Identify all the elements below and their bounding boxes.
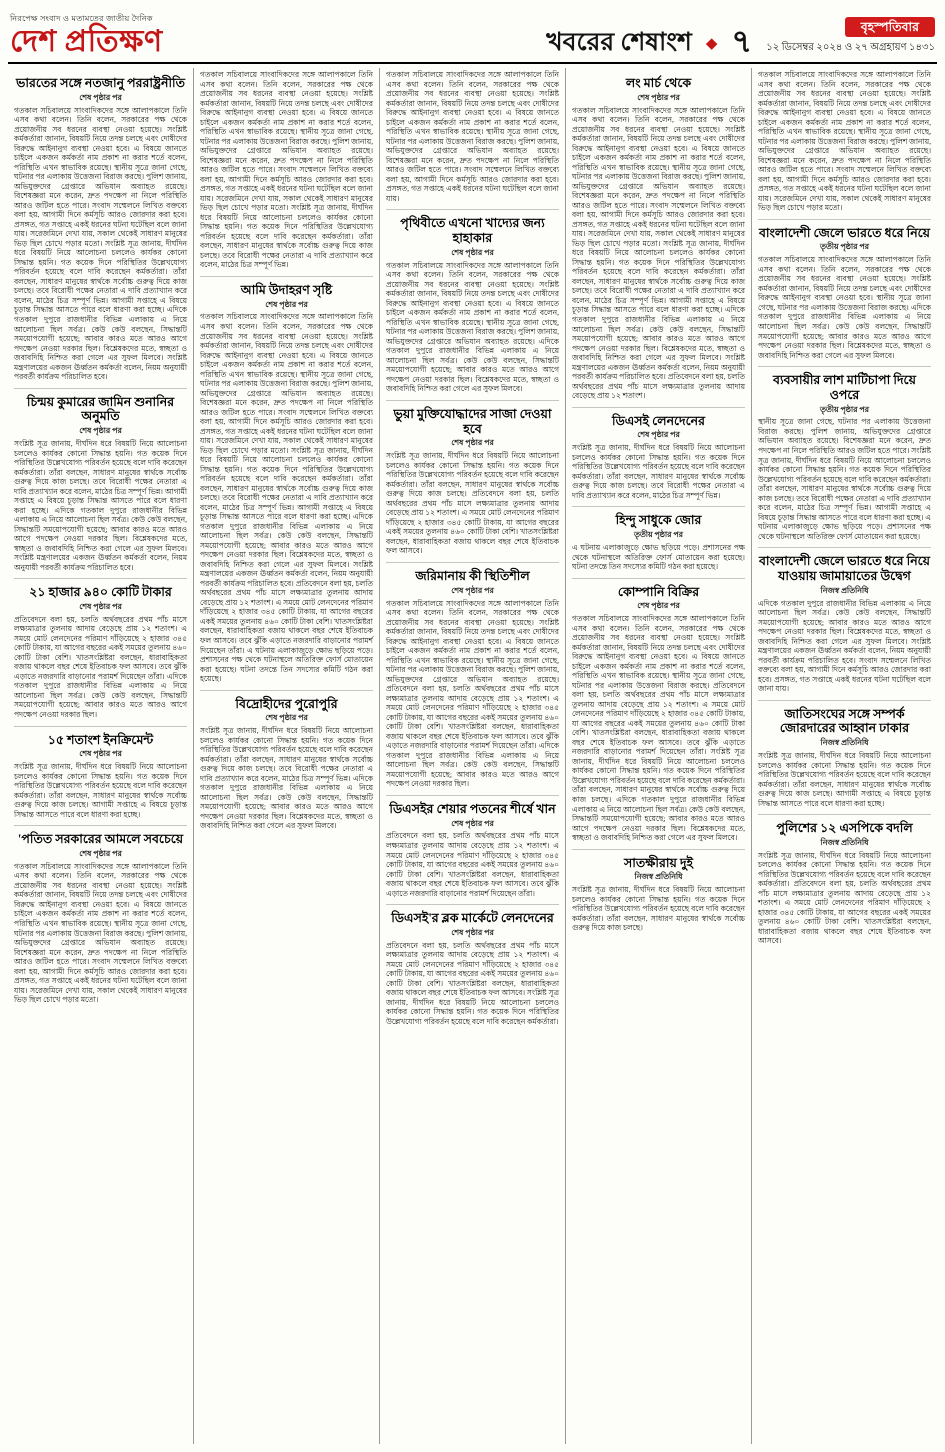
continuation-note: নিজস্ব প্রতিনিধি — [820, 738, 869, 748]
continuation-note: শেষ পৃষ্ঠার পর — [451, 247, 494, 257]
body-text: সংশ্লিষ্ট সূত্র জানায়, দীর্ঘদিন ধরে বিষয়টি নিয়ে আলোচনা চললেও কার্যকর কোনো সিদ্ধান্ত হয়নি। গত কয়েক দিনে পরিস্থিতির উল্লেখযোগ্য পরিবর্তন হয়েছে বলে দাবি করেছেন কর্মকর্তারা। তাঁরা বলছেন, সাধারণ মানুষের স্বার্থকে সর্বোচ্চ গুরুত্ব দিয়ে কাজ চলছে। আগামী সপ্তাহে এ বিষয়ে চূড়ান্ত সিদ্ধান্ত আসতে পারে বলে ধারণা করা হচ্ছে। — [14, 762, 187, 819]
body-text: প্রতিবেদনে বলা হয়, চলতি অর্থবছরের প্রথম পাঁচ মাসে লক্ষ্যমাত্রার তুলনায় আদায় বেড়েছে প্রায় ১২ শতাংশ। এ সময়ে মোট লেনদেনের পরিমাণ দাঁড়িয়েছে ২ হাজার ৩৪৫ কোটি টাকায়, যা আগের বছরের একই সময়ের তুলনায় ৪৬০ কোটি টাকা বেশি। খাতসংশ্লিষ্টরা বলছেন, ধারাবাহিকতা বজায় থাকলে বছর শেষে ইতিবাচক ফল আসবে। সংশ্লিষ্ট সূত্র জানায়, দীর্ঘদিন ধরে বিষয়টি নিয়ে আলোচনা চললেও কার্যকর কোনো সিদ্ধান্ত হয়নি। গত কয়েক দিনে পরিস্থিতির উল্লেখযোগ্য পরিবর্তন হয়েছে বলে দাবি করেছেন কর্মকর্তারা। — [386, 940, 559, 1026]
masthead — [10, 13, 163, 57]
body-text: সংশ্লিষ্ট সূত্র জানায়, দীর্ঘদিন ধরে বিষয়টি নিয়ে আলোচনা চললেও কার্যকর কোনো সিদ্ধান্ত হয়নি। গত কয়েক দিনে পরিস্থিতির উল্লেখযোগ্য পরিবর্তন হয়েছে বলে দাবি করেছেন কর্মকর্তারা। তাঁরা বলছেন, সাধারণ মানুষের স্বার্থকে সর্বোচ্চ গুরুত্ব দিয়ে কাজ চলছে। — [572, 885, 745, 933]
ornament-icon: ◆ — [705, 36, 718, 52]
body-text: সংশ্লিষ্ট সূত্র জানায়, দীর্ঘদিন ধরে বিষয়টি নিয়ে আলোচনা চললেও কার্যকর কোনো সিদ্ধান্ত হয়নি। গত কয়েক দিনে পরিস্থিতির উল্লেখযোগ্য পরিবর্তন হয়েছে বলে দাবি করেছেন কর্মকর্তারা। তাঁরা বলছেন, সাধারণ মানুষের স্বার্থকে সর্বোচ্চ গুরুত্ব দিয়ে কাজ চলছে। তবে বিরোধী পক্ষের নেতারা এ দাবি প্রত্যাখ্যান করে বলেন, মাঠের চিত্র সম্পূর্ণ ভিন্ন। আগামী সপ্তাহে এ বিষয়ে চূড়ান্ত সিদ্ধান্ত আসতে পারে বলে ধারণা করা হচ্ছে। এদিকে গতকাল দুপুরে রাজধানীর বিভিন্ন এলাকায় এ নিয়ে আলোচনা ছিল সর্বত্র। কেউ কেউ বলছেন, সিদ্ধান্তটি সময়োপযোগী হয়েছে; আবার কারও মতে আরও আগে পদক্ষেপ নেওয়া দরকার ছিল। বিশ্লেষকদের মতে, স্বচ্ছতা ও জবাবদিহি নিশ্চিত করা গেলে এর সুফল মিলবে। সংশ্লিষ্ট মন্ত্রণালয়ের একজন ঊর্ধ্বতন কর্মকর্তা বলেন, নিয়ম অনুযায়ী পরবর্তী কার্যক্রম পরিচালিত হবে। — [14, 438, 187, 572]
article-headline: পুলিশের ১২ এসপিকে বদলি — [758, 814, 931, 836]
body-text: সংশ্লিষ্ট সূত্র জানায়, দীর্ঘদিন ধরে বিষয়টি নিয়ে আলোচনা চললেও কার্যকর কোনো সিদ্ধান্ত হয়নি। গত কয়েক দিনে পরিস্থিতির উল্লেখযোগ্য পরিবর্তন হয়েছে বলে দাবি করেছেন কর্মকর্তারা। তাঁরা বলছেন, সাধারণ মানুষের স্বার্থকে সর্বোচ্চ গুরুত্ব দিয়ে কাজ চলছে। তবে বিরোধী পক্ষের নেতারা এ দাবি প্রত্যাখ্যান করে বলেন, মাঠের চিত্র সম্পূর্ণ ভিন্ন। — [572, 443, 745, 500]
column-1 — [8, 68, 194, 1444]
continuation-note: শেষ পৃষ্ঠার পর — [265, 299, 308, 309]
body-text: সংশ্লিষ্ট সূত্র জানায়, দীর্ঘদিন ধরে বিষয়টি নিয়ে আলোচনা চললেও কার্যকর কোনো সিদ্ধান্ত হয়নি। গত কয়েক দিনে পরিস্থিতির উল্লেখযোগ্য পরিবর্তন হয়েছে বলে দাবি করেছেন কর্মকর্তারা। প্রতিবেদনে বলা হয়, চলতি অর্থবছরের প্রথম পাঁচ মাসে লক্ষ্যমাত্রার তুলনায় আদায় বেড়েছে প্রায় ১২ শতাংশ। এ সময়ে মোট লেনদেনের পরিমাণ দাঁড়িয়েছে ২ হাজার ৩৪৫ কোটি টাকায়, যা আগের বছরের একই সময়ের তুলনায় ৪৬০ কোটি টাকা বেশি। খাতসংশ্লিষ্টরা বলছেন, ধারাবাহিকতা বজায় থাকলে বছর শেষে ইতিবাচক ফল আসবে। — [758, 850, 931, 946]
column-2 — [194, 68, 380, 1444]
body-text: সংশ্লিষ্ট সূত্র জানায়, দীর্ঘদিন ধরে বিষয়টি নিয়ে আলোচনা চললেও কার্যকর কোনো সিদ্ধান্ত হয়নি। গত কয়েক দিনে পরিস্থিতির উল্লেখযোগ্য পরিবর্তন হয়েছে বলে দাবি করেছেন কর্মকর্তারা। তাঁরা বলছেন, সাধারণ মানুষের স্বার্থকে সর্বোচ্চ গুরুত্ব দিয়ে কাজ চলছে। প্রতিবেদনে বলা হয়, চলতি অর্থবছরের প্রথম পাঁচ মাসে লক্ষ্যমাত্রার তুলনায় আদায় বেড়েছে প্রায় ১২ শতাংশ। এ সময়ে মোট লেনদেনের পরিমাণ দাঁড়িয়েছে ২ হাজার ৩৪৫ কোটি টাকায়, যা আগের বছরের একই সময়ের তুলনায় ৪৬০ কোটি টাকা বেশি। খাতসংশ্লিষ্টরা বলছেন, ধারাবাহিকতা বজায় থাকলে বছর শেষে ইতিবাচক ফল আসবে। — [386, 451, 559, 556]
column-4 — [566, 68, 752, 1444]
page-number: ৭ — [731, 23, 753, 59]
article-headline: হিন্দু সাধুকে জোর — [572, 506, 745, 528]
continuation-note: নিজস্ব প্রতিনিধি — [634, 872, 683, 882]
continuation-note: শেষ পৃষ্ঠার পর — [79, 601, 122, 611]
body-text: গতকাল সচিবালয়ে সাংবাদিকদের সঙ্গে আলাপকালে তিনি এসব কথা বলেন। তিনি বলেন, সরকারের পক্ষ থেকে প্রয়োজনীয় সব ধরনের ব্যবস্থা নেওয়া হয়েছে। সংশ্লিষ্ট কর্মকর্তারা জানান, বিষয়টি নিয়ে তদন্ত চলছে এবং দোষীদের বিরুদ্ধে আইনানুগ ব্যবস্থা নেওয়া হবে। স্থানীয় সূত্রে জানা গেছে, ঘটনার পর এলাকায় উত্তেজনা বিরাজ করছে। এদিকে গতকাল দুপুরে রাজধানীর বিভিন্ন এলাকায় এ নিয়ে আলোচনা ছিল সর্বত্র। কেউ কেউ বলছেন, সিদ্ধান্তটি সময়োপযোগী হয়েছে; আবার কারও মতে আরও আগে পদক্ষেপ নেওয়া দরকার ছিল। বিশ্লেষকদের মতে, স্বচ্ছতা ও জবাবদিহি নিশ্চিত করা গেলে এর সুফল মিলবে। — [758, 255, 931, 360]
continuation-note: শেষ পৃষ্ঠার পর — [265, 713, 308, 723]
body-text: সংশ্লিষ্ট সূত্র জানায়, দীর্ঘদিন ধরে বিষয়টি নিয়ে আলোচনা চললেও কার্যকর কোনো সিদ্ধান্ত হয়নি। গত কয়েক দিনে পরিস্থিতির উল্লেখযোগ্য পরিবর্তন হয়েছে বলে দাবি করেছেন কর্মকর্তারা। তাঁরা বলছেন, সাধারণ মানুষের স্বার্থকে সর্বোচ্চ গুরুত্ব দিয়ে কাজ চলছে। তবে বিরোধী পক্ষের নেতারা এ দাবি প্রত্যাখ্যান করে বলেন, মাঠের চিত্র সম্পূর্ণ ভিন্ন। এদিকে গতকাল দুপুরে রাজধানীর বিভিন্ন এলাকায় এ নিয়ে আলোচনা ছিল সর্বত্র। কেউ কেউ বলছেন, সিদ্ধান্তটি সময়োপযোগী হয়েছে; আবার কারও মতে আরও আগে পদক্ষেপ নেওয়া দরকার ছিল। বিশ্লেষকদের মতে, স্বচ্ছতা ও জবাবদিহি নিশ্চিত করা গেলে এর সুফল মিলবে। — [200, 726, 373, 831]
body-text: গতকাল সচিবালয়ে সাংবাদিকদের সঙ্গে আলাপকালে তিনি এসব কথা বলেন। তিনি বলেন, সরকারের পক্ষ থেকে প্রয়োজনীয় সব ধরনের ব্যবস্থা নেওয়া হয়েছে। সংশ্লিষ্ট কর্মকর্তারা জানান, বিষয়টি নিয়ে তদন্ত চলছে এবং দোষীদের বিরুদ্ধে আইনানুগ ব্যবস্থা নেওয়া হবে। এ বিষয়ে জানতে চাইলে একজন কর্মকর্তা নাম প্রকাশ না করার শর্তে বলেন, পরিস্থিতি এখন স্বাভাবিক রয়েছে। স্থানীয় সূত্রে জানা গেছে, ঘটনার পর এলাকায় উত্তেজনা বিরাজ করছে। পুলিশ জানায়, অভিযুক্তদের গ্রেপ্তারে অভিযান অব্যাহত রয়েছে। বিশেষজ্ঞরা মনে করেন, দ্রুত পদক্ষেপ না নিলে পরিস্থিতি আরও জটিল হতে পারে। সংবাদ সম্মেলনে লিখিত বক্তব্যে বলা হয়, আগামী দিনে কর্মসূচি আরও জোরদার করা হবে। প্রসঙ্গত, গত সপ্তাহে একই ধরনের ঘটনা ঘটেছিল বলে জানা যায়। সরেজমিনে দেখা যায়, সকাল থেকেই সাধারণ মানুষের ভিড় ছিল চোখে পড়ার মতো। সংশ্লিষ্ট সূত্র জানায়, দীর্ঘদিন ধরে বিষয়টি নিয়ে আলোচনা চললেও কার্যকর কোনো সিদ্ধান্ত হয়নি। গত কয়েক দিনে পরিস্থিতির উল্লেখযোগ্য পরিবর্তন হয়েছে বলে দাবি করেছেন কর্মকর্তারা। তাঁরা বলছেন, সাধারণ মানুষের স্বার্থকে সর্বোচ্চ গুরুত্ব দিয়ে কাজ চলছে। তবে বিরোধী পক্ষের নেতারা এ দাবি প্রত্যাখ্যান করে বলেন, মাঠের চিত্র সম্পূর্ণ ভিন্ন। আগামী সপ্তাহে এ বিষয়ে চূড়ান্ত সিদ্ধান্ত আসতে পারে বলে ধারণা করা হচ্ছে। এদিকে গতকাল দুপুরে রাজধানীর বিভিন্ন এলাকায় এ নিয়ে আলোচনা ছিল সর্বত্র। কেউ কেউ বলছেন, সিদ্ধান্তটি সময়োপযোগী হয়েছে; আবার কারও মতে আরও আগে পদক্ষেপ নেওয়া দরকার ছিল। বিশ্লেষকদের মতে, স্বচ্ছতা ও জবাবদিহি নিশ্চিত করা গেলে এর সুফল মিলবে। সংশ্লিষ্ট মন্ত্রণালয়ের একজন ঊর্ধ্বতন কর্মকর্তা বলেন, নিয়ম অনুযায়ী পরবর্তী কার্যক্রম পরিচালিত হবে। — [14, 105, 187, 382]
body-text: এদিকে গতকাল দুপুরে রাজধানীর বিভিন্ন এলাকায় এ নিয়ে আলোচনা ছিল সর্বত্র। কেউ কেউ বলছেন, সিদ্ধান্তটি সময়োপযোগী হয়েছে; আবার কারও মতে আরও আগে পদক্ষেপ নেওয়া দরকার ছিল। বিশ্লেষকদের মতে, স্বচ্ছতা ও জবাবদিহি নিশ্চিত করা গেলে এর সুফল মিলবে। সংশ্লিষ্ট মন্ত্রণালয়ের একজন ঊর্ধ্বতন কর্মকর্তা বলেন, নিয়ম অনুযায়ী পরবর্তী কার্যক্রম পরিচালিত হবে। সংবাদ সম্মেলনে লিখিত বক্তব্যে বলা হয়, আগামী দিনে কর্মসূচি আরও জোরদার করা হবে। প্রসঙ্গত, গত সপ্তাহে একই ধরনের ঘটনা ঘটেছিল বলে জানা যায়। — [758, 598, 931, 694]
continuation-note: শেষ পৃষ্ঠার পর — [637, 92, 680, 102]
article-headline: জরিমানায় কী স্থিতিশীল — [386, 562, 559, 584]
article-headline: ডিএসইর শেয়ার পতনের শীর্ষে খান — [386, 795, 559, 817]
continuation-note: শেষ পৃষ্ঠার পর — [451, 585, 494, 595]
continuation-note: শেষ পৃষ্ঠার পর — [637, 601, 680, 611]
body-text: প্রতিবেদনে বলা হয়, চলতি অর্থবছরের প্রথম পাঁচ মাসে লক্ষ্যমাত্রার তুলনায় আদায় বেড়েছে প্রায় ১২ শতাংশ। এ সময়ে মোট লেনদেনের পরিমাণ দাঁড়িয়েছে ২ হাজার ৩৪৫ কোটি টাকায়, যা আগের বছরের একই সময়ের তুলনায় ৪৬০ কোটি টাকা বেশি। খাতসংশ্লিষ্টরা বলছেন, ধারাবাহিকতা বজায় থাকলে বছর শেষে ইতিবাচক ফল আসবে। তবে ঝুঁকি এড়াতে নজরদারি বাড়ানোর পরামর্শ দিয়েছেন তাঁরা। — [386, 831, 559, 898]
continuation-note: শেষ পৃষ্ঠার পর — [451, 927, 494, 937]
body-text: গতকাল সচিবালয়ে সাংবাদিকদের সঙ্গে আলাপকালে তিনি এসব কথা বলেন। তিনি বলেন, সরকারের পক্ষ থেকে প্রয়োজনীয় সব ধরনের ব্যবস্থা নেওয়া হয়েছে। সংশ্লিষ্ট কর্মকর্তারা জানান, বিষয়টি নিয়ে তদন্ত চলছে এবং দোষীদের বিরুদ্ধে আইনানুগ ব্যবস্থা নেওয়া হবে। এ বিষয়ে জানতে চাইলে একজন কর্মকর্তা নাম প্রকাশ না করার শর্তে বলেন, পরিস্থিতি এখন স্বাভাবিক রয়েছে। স্থানীয় সূত্রে জানা গেছে, ঘটনার পর এলাকায় উত্তেজনা বিরাজ করছে। পুলিশ জানায়, অভিযুক্তদের গ্রেপ্তারে অভিযান অব্যাহত রয়েছে। প্রতিবেদনে বলা হয়, চলতি অর্থবছরের প্রথম পাঁচ মাসে লক্ষ্যমাত্রার তুলনায় আদায় বেড়েছে প্রায় ১২ শতাংশ। এ সময়ে মোট লেনদেনের পরিমাণ দাঁড়িয়েছে ২ হাজার ৩৪৫ কোটি টাকায়, যা আগের বছরের একই সময়ের তুলনায় ৪৬০ কোটি টাকা বেশি। খাতসংশ্লিষ্টরা বলছেন, ধারাবাহিকতা বজায় থাকলে বছর শেষে ইতিবাচক ফল আসবে। তবে ঝুঁকি এড়াতে নজরদারি বাড়ানোর পরামর্শ দিয়েছেন তাঁরা। এদিকে গতকাল দুপুরে রাজধানীর বিভিন্ন এলাকায় এ নিয়ে আলোচনা ছিল সর্বত্র। কেউ কেউ বলছেন, সিদ্ধান্তটি সময়োপযোগী হয়েছে; আবার কারও মতে আরও আগে পদক্ষেপ নেওয়া দরকার ছিল। — [386, 598, 559, 789]
article-headline: আমি উদাহরণ সৃষ্টি — [200, 276, 373, 298]
continuation-note: শেষ পৃষ্ঠার পর — [79, 749, 122, 759]
article-headline: ২১ হাজার ৯৪০ কোটি টাকার — [14, 578, 187, 600]
continuation-note: নিজস্ব প্রতিনিধি — [820, 585, 869, 595]
day-badge: বৃহস্পতিবার — [845, 17, 935, 37]
article-headline: বাংলাদেশী জেলে ভারতে ধরে নিয়ে — [758, 219, 931, 241]
article-headline: ডিএসই'র ব্লক মার্কেটে লেনদেনের — [386, 904, 559, 926]
header-right — [546, 17, 935, 57]
date-line: ১২ ডিসেম্বর ২০২৪ ও ২৭ অগ্রহায়ণ ১৪৩১ — [766, 42, 935, 53]
continuation-note: তৃতীয় পৃষ্ঠার পর — [820, 404, 869, 414]
column-5 — [752, 68, 937, 1444]
body-text: গতকাল সচিবালয়ে সাংবাদিকদের সঙ্গে আলাপকালে তিনি এসব কথা বলেন। তিনি বলেন, সরকারের পক্ষ থেকে প্রয়োজনীয় সব ধরনের ব্যবস্থা নেওয়া হয়েছে। সংশ্লিষ্ট কর্মকর্তারা জানান, বিষয়টি নিয়ে তদন্ত চলছে এবং দোষীদের বিরুদ্ধে আইনানুগ ব্যবস্থা নেওয়া হবে। এ বিষয়ে জানতে চাইলে একজন কর্মকর্তা নাম প্রকাশ না করার শর্তে বলেন, পরিস্থিতি এখন স্বাভাবিক রয়েছে। স্থানীয় সূত্রে জানা গেছে, ঘটনার পর এলাকায় উত্তেজনা বিরাজ করছে। পুলিশ জানায়, অভিযুক্তদের গ্রেপ্তারে অভিযান অব্যাহত রয়েছে। বিশেষজ্ঞরা মনে করেন, দ্রুত পদক্ষেপ না নিলে পরিস্থিতি আরও জটিল হতে পারে। সংবাদ সম্মেলনে লিখিত বক্তব্যে বলা হয়, আগামী দিনে কর্মসূচি আরও জোরদার করা হবে। প্রসঙ্গত, গত সপ্তাহে একই ধরনের ঘটনা ঘটেছিল বলে জানা যায়। — [386, 70, 559, 203]
article-headline: 'পতিত সরকারের আমলে সবচেয়ে — [14, 825, 187, 847]
body-text: গতকাল সচিবালয়ে সাংবাদিকদের সঙ্গে আলাপকালে তিনি এসব কথা বলেন। তিনি বলেন, সরকারের পক্ষ থেকে প্রয়োজনীয় সব ধরনের ব্যবস্থা নেওয়া হয়েছে। সংশ্লিষ্ট কর্মকর্তারা জানান, বিষয়টি নিয়ে তদন্ত চলছে এবং দোষীদের বিরুদ্ধে আইনানুগ ব্যবস্থা নেওয়া হবে। এ বিষয়ে জানতে চাইলে একজন কর্মকর্তা নাম প্রকাশ না করার শর্তে বলেন, পরিস্থিতি এখন স্বাভাবিক রয়েছে। স্থানীয় সূত্রে জানা গেছে, ঘটনার পর এলাকায় উত্তেজনা বিরাজ করছে। পুলিশ জানায়, অভিযুক্তদের গ্রেপ্তারে অভিযান অব্যাহত রয়েছে। বিশেষজ্ঞরা মনে করেন, দ্রুত পদক্ষেপ না নিলে পরিস্থিতি আরও জটিল হতে পারে। সংবাদ সম্মেলনে লিখিত বক্তব্যে বলা হয়, আগামী দিনে কর্মসূচি আরও জোরদার করা হবে। প্রসঙ্গত, গত সপ্তাহে একই ধরনের ঘটনা ঘটেছিল বলে জানা যায়। সরেজমিনে দেখা যায়, সকাল থেকেই সাধারণ মানুষের ভিড় ছিল চোখে পড়ার মতো। সংশ্লিষ্ট সূত্র জানায়, দীর্ঘদিন ধরে বিষয়টি নিয়ে আলোচনা চললেও কার্যকর কোনো সিদ্ধান্ত হয়নি। গত কয়েক দিনে পরিস্থিতির উল্লেখযোগ্য পরিবর্তন হয়েছে বলে দাবি করেছেন কর্মকর্তারা। তাঁরা বলছেন, সাধারণ মানুষের স্বার্থকে সর্বোচ্চ গুরুত্ব দিয়ে কাজ চলছে। তবে বিরোধী পক্ষের নেতারা এ দাবি প্রত্যাখ্যান করে বলেন, মাঠের চিত্র সম্পূর্ণ ভিন্ন। আগামী সপ্তাহে এ বিষয়ে চূড়ান্ত সিদ্ধান্ত আসতে পারে বলে ধারণা করা হচ্ছে। এদিকে গতকাল দুপুরে রাজধানীর বিভিন্ন এলাকায় এ নিয়ে আলোচনা ছিল সর্বত্র। কেউ কেউ বলছেন, সিদ্ধান্তটি সময়োপযোগী হয়েছে; আবার কারও মতে আরও আগে পদক্ষেপ নেওয়া দরকার ছিল। বিশ্লেষকদের মতে, স্বচ্ছতা ও জবাবদিহি নিশ্চিত করা গেলে এর সুফল মিলবে। সংশ্লিষ্ট মন্ত্রণালয়ের একজন ঊর্ধ্বতন কর্মকর্তা বলেন, নিয়ম অনুযায়ী পরবর্তী কার্যক্রম পরিচালিত হবে। প্রতিবেদনে বলা হয়, চলতি অর্থবছরের প্রথম পাঁচ মাসে লক্ষ্যমাত্রার তুলনায় আদায় বেড়েছে প্রায় ১২ শতাংশ। এ সময়ে মোট লেনদেনের পরিমাণ দাঁড়িয়েছে ২ হাজার ৩৪৫ কোটি টাকায়, যা আগের বছরের একই সময়ের তুলনায় ৪৬০ কোটি টাকা বেশি। খাতসংশ্লিষ্টরা বলছেন, ধারাবাহিকতা বজায় থাকলে বছর শেষে ইতিবাচক ফল আসবে। তবে ঝুঁকি এড়াতে নজরদারি বাড়ানোর পরামর্শ দিয়েছেন তাঁরা। এ ঘটনায় এলাকাজুড়ে ক্ষোভ ছড়িয়ে পড়ে। প্রশাসনের পক্ষ থেকে ঘটনাস্থলে অতিরিক্ত ফোর্স মোতায়েন করা হয়েছে। ঘটনা তদন্তে তিন সদস্যের কমিটি গঠন করা হয়েছে। — [200, 312, 373, 684]
body-text: গতকাল সচিবালয়ে সাংবাদিকদের সঙ্গে আলাপকালে তিনি এসব কথা বলেন। তিনি বলেন, সরকারের পক্ষ থেকে প্রয়োজনীয় সব ধরনের ব্যবস্থা নেওয়া হয়েছে। সংশ্লিষ্ট কর্মকর্তারা জানান, বিষয়টি নিয়ে তদন্ত চলছে এবং দোষীদের বিরুদ্ধে আইনানুগ ব্যবস্থা নেওয়া হবে। এ বিষয়ে জানতে চাইলে একজন কর্মকর্তা নাম প্রকাশ না করার শর্তে বলেন, পরিস্থিতি এখন স্বাভাবিক রয়েছে। স্থানীয় সূত্রে জানা গেছে, ঘটনার পর এলাকায় উত্তেজনা বিরাজ করছে। পুলিশ জানায়, অভিযুক্তদের গ্রেপ্তারে অভিযান অব্যাহত রয়েছে। বিশেষজ্ঞরা মনে করেন, দ্রুত পদক্ষেপ না নিলে পরিস্থিতি আরও জটিল হতে পারে। সংবাদ সম্মেলনে লিখিত বক্তব্যে বলা হয়, আগামী দিনে কর্মসূচি আরও জোরদার করা হবে। প্রসঙ্গত, গত সপ্তাহে একই ধরনের ঘটনা ঘটেছিল বলে জানা যায়। সরেজমিনে দেখা যায়, সকাল থেকেই সাধারণ মানুষের ভিড় ছিল চোখে পড়ার মতো। — [758, 70, 931, 213]
continuation-note: শেষ পৃষ্ঠার পর — [451, 438, 494, 448]
body-text: গতকাল সচিবালয়ে সাংবাদিকদের সঙ্গে আলাপকালে তিনি এসব কথা বলেন। তিনি বলেন, সরকারের পক্ষ থেকে প্রয়োজনীয় সব ধরনের ব্যবস্থা নেওয়া হয়েছে। সংশ্লিষ্ট কর্মকর্তারা জানান, বিষয়টি নিয়ে তদন্ত চলছে এবং দোষীদের বিরুদ্ধে আইনানুগ ব্যবস্থা নেওয়া হবে। এ বিষয়ে জানতে চাইলে একজন কর্মকর্তা নাম প্রকাশ না করার শর্তে বলেন, পরিস্থিতি এখন স্বাভাবিক রয়েছে। স্থানীয় সূত্রে জানা গেছে, ঘটনার পর এলাকায় উত্তেজনা বিরাজ করছে। পুলিশ জানায়, অভিযুক্তদের গ্রেপ্তারে অভিযান অব্যাহত রয়েছে। বিশেষজ্ঞরা মনে করেন, দ্রুত পদক্ষেপ না নিলে পরিস্থিতি আরও জটিল হতে পারে। সংবাদ সম্মেলনে লিখিত বক্তব্যে বলা হয়, আগামী দিনে কর্মসূচি আরও জোরদার করা হবে। প্রসঙ্গত, গত সপ্তাহে একই ধরনের ঘটনা ঘটেছিল বলে জানা যায়। সরেজমিনে দেখা যায়, সকাল থেকেই সাধারণ মানুষের ভিড় ছিল চোখে পড়ার মতো। — [14, 861, 187, 1005]
article-headline: চিন্ময় কুমারের জামিন শুনানির অনুমতি — [14, 388, 187, 425]
article-headline: ভারতের সঙ্গে নতজানু পররাষ্ট্রনীতি — [16, 76, 185, 90]
article-headline: ডিএসই লেনদেনের — [572, 407, 745, 429]
continuation-note: শেষ পৃষ্ঠার পর — [79, 426, 122, 436]
body-text: গতকাল সচিবালয়ে সাংবাদিকদের সঙ্গে আলাপকালে তিনি এসব কথা বলেন। তিনি বলেন, সরকারের পক্ষ থেকে প্রয়োজনীয় সব ধরনের ব্যবস্থা নেওয়া হয়েছে। সংশ্লিষ্ট কর্মকর্তারা জানান, বিষয়টি নিয়ে তদন্ত চলছে এবং দোষীদের বিরুদ্ধে আইনানুগ ব্যবস্থা নেওয়া হবে। এ বিষয়ে জানতে চাইলে একজন কর্মকর্তা নাম প্রকাশ না করার শর্তে বলেন, পরিস্থিতি এখন স্বাভাবিক রয়েছে। স্থানীয় সূত্রে জানা গেছে, ঘটনার পর এলাকায় উত্তেজনা বিরাজ করছে। পুলিশ জানায়, অভিযুক্তদের গ্রেপ্তারে অভিযান অব্যাহত রয়েছে। এদিকে গতকাল দুপুরে রাজধানীর বিভিন্ন এলাকায় এ নিয়ে আলোচনা ছিল সর্বত্র। কেউ কেউ বলছেন, সিদ্ধান্তটি সময়োপযোগী হয়েছে; আবার কারও মতে আরও আগে পদক্ষেপ নেওয়া দরকার ছিল। বিশ্লেষকদের মতে, স্বচ্ছতা ও জবাবদিহি নিশ্চিত করা গেলে এর সুফল মিলবে। — [386, 260, 559, 394]
body-text: গতকাল সচিবালয়ে সাংবাদিকদের সঙ্গে আলাপকালে তিনি এসব কথা বলেন। তিনি বলেন, সরকারের পক্ষ থেকে প্রয়োজনীয় সব ধরনের ব্যবস্থা নেওয়া হয়েছে। সংশ্লিষ্ট কর্মকর্তারা জানান, বিষয়টি নিয়ে তদন্ত চলছে এবং দোষীদের বিরুদ্ধে আইনানুগ ব্যবস্থা নেওয়া হবে। এ বিষয়ে জানতে চাইলে একজন কর্মকর্তা নাম প্রকাশ না করার শর্তে বলেন, পরিস্থিতি এখন স্বাভাবিক রয়েছে। স্থানীয় সূত্রে জানা গেছে, ঘটনার পর এলাকায় উত্তেজনা বিরাজ করছে। পুলিশ জানায়, অভিযুক্তদের গ্রেপ্তারে অভিযান অব্যাহত রয়েছে। বিশেষজ্ঞরা মনে করেন, দ্রুত পদক্ষেপ না নিলে পরিস্থিতি আরও জটিল হতে পারে। সংবাদ সম্মেলনে লিখিত বক্তব্যে বলা হয়, আগামী দিনে কর্মসূচি আরও জোরদার করা হবে। প্রসঙ্গত, গত সপ্তাহে একই ধরনের ঘটনা ঘটেছিল বলে জানা যায়। সরেজমিনে দেখা যায়, সকাল থেকেই সাধারণ মানুষের ভিড় ছিল চোখে পড়ার মতো। সংশ্লিষ্ট সূত্র জানায়, দীর্ঘদিন ধরে বিষয়টি নিয়ে আলোচনা চললেও কার্যকর কোনো সিদ্ধান্ত হয়নি। গত কয়েক দিনে পরিস্থিতির উল্লেখযোগ্য পরিবর্তন হয়েছে বলে দাবি করেছেন কর্মকর্তারা। তাঁরা বলছেন, সাধারণ মানুষের স্বার্থকে সর্বোচ্চ গুরুত্ব দিয়ে কাজ চলছে। তবে বিরোধী পক্ষের নেতারা এ দাবি প্রত্যাখ্যান করে বলেন, মাঠের চিত্র সম্পূর্ণ ভিন্ন। আগামী সপ্তাহে এ বিষয়ে চূড়ান্ত সিদ্ধান্ত আসতে পারে বলে ধারণা করা হচ্ছে। এদিকে গতকাল দুপুরে রাজধানীর বিভিন্ন এলাকায় এ নিয়ে আলোচনা ছিল সর্বত্র। কেউ কেউ বলছেন, সিদ্ধান্তটি সময়োপযোগী হয়েছে; আবার কারও মতে আরও আগে পদক্ষেপ নেওয়া দরকার ছিল। বিশ্লেষকদের মতে, স্বচ্ছতা ও জবাবদিহি নিশ্চিত করা গেলে এর সুফল মিলবে। সংশ্লিষ্ট মন্ত্রণালয়ের একজন ঊর্ধ্বতন কর্মকর্তা বলেন, নিয়ম অনুযায়ী পরবর্তী কার্যক্রম পরিচালিত হবে। প্রতিবেদনে বলা হয়, চলতি অর্থবছরের প্রথম পাঁচ মাসে লক্ষ্যমাত্রার তুলনায় আদায় বেড়েছে প্রায় ১২ শতাংশ। — [572, 105, 745, 401]
article-headline: ব্যবসায়ীর লাশ মাটিচাপা দিয়ে ওপরে — [758, 366, 931, 403]
article-headline: ভুয়া মুক্তিযোদ্ধাদের সাজা দেওয়া হবে — [386, 400, 559, 437]
continuation-note: তৃতীয় পৃষ্ঠার পর — [820, 242, 869, 252]
article-headline: লং মার্চ থেকে — [625, 76, 692, 90]
masthead-tagline: নিরপেক্ষ সংবাদ ও মতামতের জাতীয় দৈনিক — [10, 14, 153, 23]
body-text: গতকাল সচিবালয়ে সাংবাদিকদের সঙ্গে আলাপকালে তিনি এসব কথা বলেন। তিনি বলেন, সরকারের পক্ষ থেকে প্রয়োজনীয় সব ধরনের ব্যবস্থা নেওয়া হয়েছে। সংশ্লিষ্ট কর্মকর্তারা জানান, বিষয়টি নিয়ে তদন্ত চলছে এবং দোষীদের বিরুদ্ধে আইনানুগ ব্যবস্থা নেওয়া হবে। এ বিষয়ে জানতে চাইলে একজন কর্মকর্তা নাম প্রকাশ না করার শর্তে বলেন, পরিস্থিতি এখন স্বাভাবিক রয়েছে। স্থানীয় সূত্রে জানা গেছে, ঘটনার পর এলাকায় উত্তেজনা বিরাজ করছে। প্রতিবেদনে বলা হয়, চলতি অর্থবছরের প্রথম পাঁচ মাসে লক্ষ্যমাত্রার তুলনায় আদায় বেড়েছে প্রায় ১২ শতাংশ। এ সময়ে মোট লেনদেনের পরিমাণ দাঁড়িয়েছে ২ হাজার ৩৪৫ কোটি টাকায়, যা আগের বছরের একই সময়ের তুলনায় ৪৬০ কোটি টাকা বেশি। খাতসংশ্লিষ্টরা বলছেন, ধারাবাহিকতা বজায় থাকলে বছর শেষে ইতিবাচক ফল আসবে। তবে ঝুঁকি এড়াতে নজরদারি বাড়ানোর পরামর্শ দিয়েছেন তাঁরা। সংশ্লিষ্ট সূত্র জানায়, দীর্ঘদিন ধরে বিষয়টি নিয়ে আলোচনা চললেও কার্যকর কোনো সিদ্ধান্ত হয়নি। গত কয়েক দিনে পরিস্থিতির উল্লেখযোগ্য পরিবর্তন হয়েছে বলে দাবি করেছেন কর্মকর্তারা। তাঁরা বলছেন, সাধারণ মানুষের স্বার্থকে সর্বোচ্চ গুরুত্ব দিয়ে কাজ চলছে। এদিকে গতকাল দুপুরে রাজধানীর বিভিন্ন এলাকায় এ নিয়ে আলোচনা ছিল সর্বত্র। কেউ কেউ বলছেন, সিদ্ধান্তটি সময়োপযোগী হয়েছে; আবার কারও মতে আরও আগে পদক্ষেপ নেওয়া দরকার ছিল। বিশ্লেষকদের মতে, স্বচ্ছতা ও জবাবদিহি নিশ্চিত করা গেলে এর সুফল মিলবে। — [572, 614, 745, 843]
body-text: এ ঘটনায় এলাকাজুড়ে ক্ষোভ ছড়িয়ে পড়ে। প্রশাসনের পক্ষ থেকে ঘটনাস্থলে অতিরিক্ত ফোর্স মোতায়েন করা হয়েছে। ঘটনা তদন্তে তিন সদস্যের কমিটি গঠন করা হয়েছে। — [572, 543, 745, 572]
continuation-note: শেষ পৃষ্ঠার পর — [79, 849, 122, 858]
columns-container — [8, 68, 937, 1444]
continuation-note: তৃতীয় পৃষ্ঠার পর — [634, 530, 683, 540]
body-text: স্থানীয় সূত্রে জানা গেছে, ঘটনার পর এলাকায় উত্তেজনা বিরাজ করছে। পুলিশ জানায়, অভিযুক্তদের গ্রেপ্তারে অভিযান অব্যাহত রয়েছে। বিশেষজ্ঞরা মনে করেন, দ্রুত পদক্ষেপ না নিলে পরিস্থিতি আরও জটিল হতে পারে। সংশ্লিষ্ট সূত্র জানায়, দীর্ঘদিন ধরে বিষয়টি নিয়ে আলোচনা চললেও কার্যকর কোনো সিদ্ধান্ত হয়নি। গত কয়েক দিনে পরিস্থিতির উল্লেখযোগ্য পরিবর্তন হয়েছে বলে দাবি করেছেন কর্মকর্তারা। তাঁরা বলছেন, সাধারণ মানুষের স্বার্থকে সর্বোচ্চ গুরুত্ব দিয়ে কাজ চলছে। তবে বিরোধী পক্ষের নেতারা এ দাবি প্রত্যাখ্যান করে বলেন, মাঠের চিত্র সম্পূর্ণ ভিন্ন। আগামী সপ্তাহে এ বিষয়ে চূড়ান্ত সিদ্ধান্ত আসতে পারে বলে ধারণা করা হচ্ছে। এ ঘটনায় এলাকাজুড়ে ক্ষোভ ছড়িয়ে পড়ে। প্রশাসনের পক্ষ থেকে ঘটনাস্থলে অতিরিক্ত ফোর্স মোতায়েন করা হয়েছে। — [758, 417, 931, 541]
day-date-block — [766, 17, 935, 57]
continuation-note: শেষ পৃষ্ঠার পর — [79, 92, 122, 102]
continuation-note: শেষ পৃষ্ঠার পর — [637, 430, 680, 440]
article-headline: কোম্পানি বিক্রির — [572, 578, 745, 600]
body-text: প্রতিবেদনে বলা হয়, চলতি অর্থবছরের প্রথম পাঁচ মাসে লক্ষ্যমাত্রার তুলনায় আদায় বেড়েছে প্রায় ১২ শতাংশ। এ সময়ে মোট লেনদেনের পরিমাণ দাঁড়িয়েছে ২ হাজার ৩৪৫ কোটি টাকায়, যা আগের বছরের একই সময়ের তুলনায় ৪৬০ কোটি টাকা বেশি। খাতসংশ্লিষ্টরা বলছেন, ধারাবাহিকতা বজায় থাকলে বছর শেষে ইতিবাচক ফল আসবে। তবে ঝুঁকি এড়াতে নজরদারি বাড়ানোর পরামর্শ দিয়েছেন তাঁরা। এদিকে গতকাল দুপুরে রাজধানীর বিভিন্ন এলাকায় এ নিয়ে আলোচনা ছিল সর্বত্র। কেউ কেউ বলছেন, সিদ্ধান্তটি সময়োপযোগী হয়েছে; আবার কারও মতে আরও আগে পদক্ষেপ নেওয়া দরকার ছিল। — [14, 614, 187, 719]
masthead-title: দেশ প্রতিক্ষণ — [10, 25, 163, 58]
continuation-note: শেষ পৃষ্ঠার পর — [451, 818, 494, 828]
body-text: গতকাল সচিবালয়ে সাংবাদিকদের সঙ্গে আলাপকালে তিনি এসব কথা বলেন। তিনি বলেন, সরকারের পক্ষ থেকে প্রয়োজনীয় সব ধরনের ব্যবস্থা নেওয়া হয়েছে। সংশ্লিষ্ট কর্মকর্তারা জানান, বিষয়টি নিয়ে তদন্ত চলছে এবং দোষীদের বিরুদ্ধে আইনানুগ ব্যবস্থা নেওয়া হবে। এ বিষয়ে জানতে চাইলে একজন কর্মকর্তা নাম প্রকাশ না করার শর্তে বলেন, পরিস্থিতি এখন স্বাভাবিক রয়েছে। স্থানীয় সূত্রে জানা গেছে, ঘটনার পর এলাকায় উত্তেজনা বিরাজ করছে। পুলিশ জানায়, অভিযুক্তদের গ্রেপ্তারে অভিযান অব্যাহত রয়েছে। বিশেষজ্ঞরা মনে করেন, দ্রুত পদক্ষেপ না নিলে পরিস্থিতি আরও জটিল হতে পারে। সংবাদ সম্মেলনে লিখিত বক্তব্যে বলা হয়, আগামী দিনে কর্মসূচি আরও জোরদার করা হবে। প্রসঙ্গত, গত সপ্তাহে একই ধরনের ঘটনা ঘটেছিল বলে জানা যায়। সরেজমিনে দেখা যায়, সকাল থেকেই সাধারণ মানুষের ভিড় ছিল চোখে পড়ার মতো। সংশ্লিষ্ট সূত্র জানায়, দীর্ঘদিন ধরে বিষয়টি নিয়ে আলোচনা চললেও কার্যকর কোনো সিদ্ধান্ত হয়নি। গত কয়েক দিনে পরিস্থিতির উল্লেখযোগ্য পরিবর্তন হয়েছে বলে দাবি করেছেন কর্মকর্তারা। তাঁরা বলছেন, সাধারণ মানুষের স্বার্থকে সর্বোচ্চ গুরুত্ব দিয়ে কাজ চলছে। তবে বিরোধী পক্ষের নেতারা এ দাবি প্রত্যাখ্যান করে বলেন, মাঠের চিত্র সম্পূর্ণ ভিন্ন। — [200, 70, 373, 270]
page-header — [8, 6, 937, 64]
article-headline: ১৫ শতাংশ ইনক্রিমেন্ট — [14, 726, 187, 748]
article-headline: সাতক্ষীরায় দুই — [572, 849, 745, 871]
article-headline: জাতিসংঘের সঙ্গে সম্পর্ক জোরদারের আহ্বান ঢাকার — [758, 700, 931, 737]
continuation-note: নিজস্ব প্রতিনিধি — [820, 837, 869, 847]
article-headline: বাংলাদেশী জেলে ভারতে ধরে নিয়ে যাওয়ায় জামায়াতের উদ্বেগ — [758, 547, 931, 584]
article-headline: পৃথিবীতে এখনো খাদ্যের জন্য হাহাকার — [386, 209, 559, 246]
section-title: খবরের শেষাংশ — [546, 29, 692, 56]
body-text: সংশ্লিষ্ট সূত্র জানায়, দীর্ঘদিন ধরে বিষয়টি নিয়ে আলোচনা চললেও কার্যকর কোনো সিদ্ধান্ত হয়নি। গত কয়েক দিনে পরিস্থিতির উল্লেখযোগ্য পরিবর্তন হয়েছে বলে দাবি করেছেন কর্মকর্তারা। তাঁরা বলছেন, সাধারণ মানুষের স্বার্থকে সর্বোচ্চ গুরুত্ব দিয়ে কাজ চলছে। আগামী সপ্তাহে এ বিষয়ে চূড়ান্ত সিদ্ধান্ত আসতে পারে বলে ধারণা করা হচ্ছে। — [758, 751, 931, 808]
article-headline: বিদ্রোহীদের পুরোপুরি — [200, 690, 373, 712]
column-3 — [380, 68, 566, 1444]
